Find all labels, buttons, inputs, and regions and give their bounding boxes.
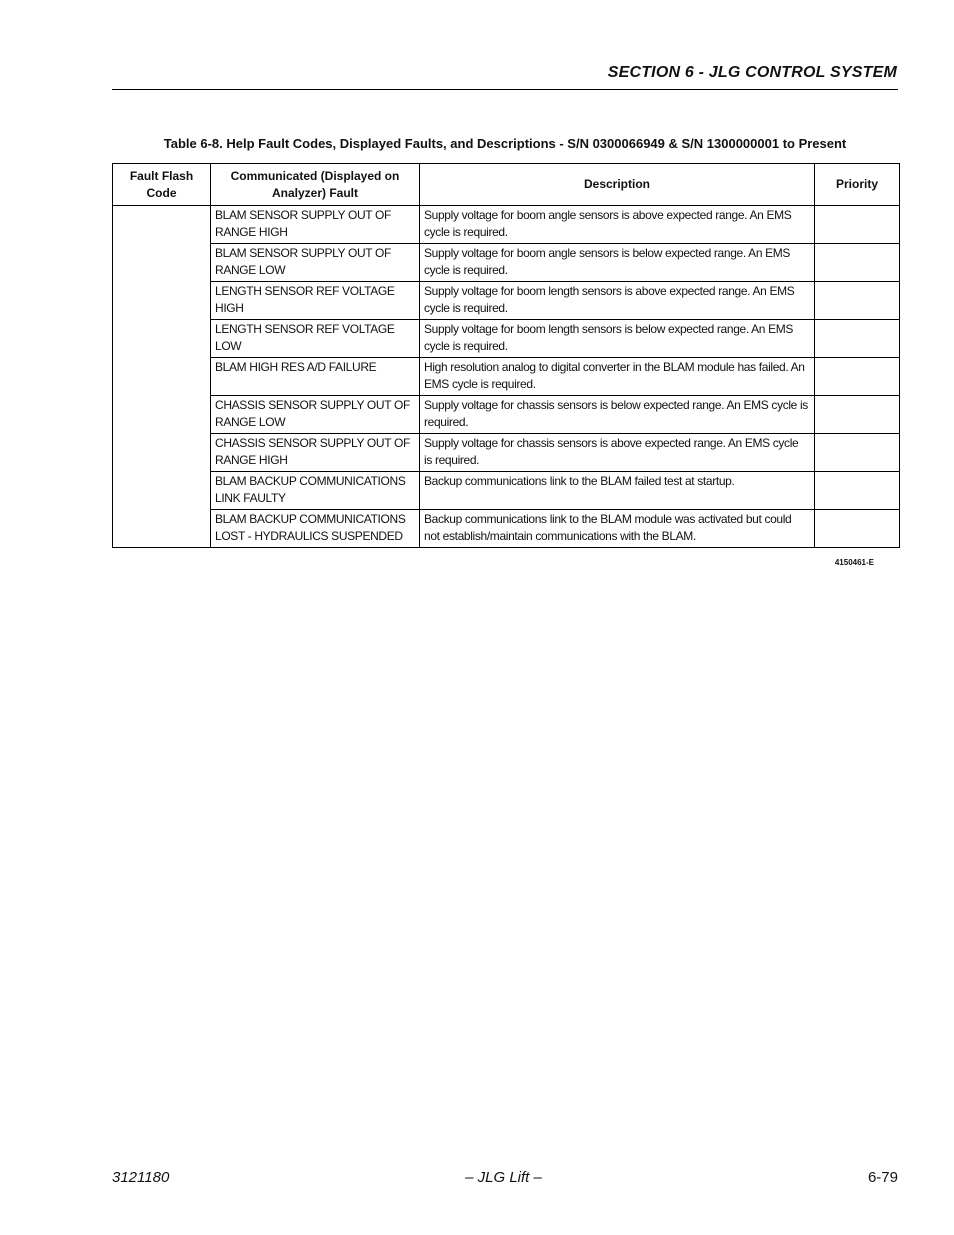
- description-cell: Backup communications link to the BLAM module was activated but could not establish/maintain communications with the BLAM.: [420, 510, 815, 548]
- description-cell: Supply voltage for boom length sensors is above expected range. An EMS cycle is required.: [420, 282, 815, 320]
- table-row: [113, 320, 900, 358]
- col-header-description: Description: [420, 164, 815, 206]
- priority-cell: [815, 472, 900, 510]
- priority-cell: [815, 396, 900, 434]
- footer-page-number: 6-79: [867, 1169, 898, 1186]
- fault-cell: BLAM SENSOR SUPPLY OUT OF RANGE LOW: [211, 244, 420, 282]
- table-row: [113, 396, 900, 434]
- table-doc-code: 4150461-E: [834, 558, 874, 567]
- priority-cell: [815, 206, 900, 244]
- description-cell: Supply voltage for chassis sensors is above expected range. An EMS cycle is required.: [420, 434, 815, 472]
- fault-cell: LENGTH SENSOR REF VOLTAGE HIGH: [211, 282, 420, 320]
- description-cell: Supply voltage for boom angle sensors is below expected range. An EMS cycle is required.: [420, 244, 815, 282]
- footer-publisher: – JLG Lift –: [465, 1169, 542, 1186]
- description-cell: Supply voltage for boom angle sensors is above expected range. An EMS cycle is required.: [420, 206, 815, 244]
- table-caption: Table 6-8. Help Fault Codes, Displayed Faults, and Descriptions - S/N 0300066949 & S/N 1300000001 to Present: [163, 136, 847, 151]
- footer-doc-number: 3121180: [112, 1169, 170, 1186]
- section-title: SECTION 6 - JLG CONTROL SYSTEM: [607, 64, 897, 81]
- priority-cell: [815, 358, 900, 396]
- priority-cell: [815, 244, 900, 282]
- description-cell: Supply voltage for boom length sensors is below expected range. An EMS cycle is required.: [420, 320, 815, 358]
- description-cell: Backup communications link to the BLAM failed test at startup.: [420, 472, 815, 510]
- table-row: [113, 206, 900, 244]
- description-cell: Supply voltage for chassis sensors is below expected range. An EMS cycle is required.: [420, 396, 815, 434]
- table-row: [113, 244, 900, 282]
- priority-cell: [815, 320, 900, 358]
- table-row: [113, 472, 900, 510]
- fault-cell: CHASSIS SENSOR SUPPLY OUT OF RANGE HIGH: [211, 434, 420, 472]
- col-header-fault-flash-code: Fault Flash Code: [113, 164, 211, 206]
- fault-code-table: [112, 163, 900, 548]
- table-row: [113, 358, 900, 396]
- priority-cell: [815, 510, 900, 548]
- fault-cell: BLAM BACKUP COMMUNICATIONS LINK FAULTY: [211, 472, 420, 510]
- fault-cell: BLAM SENSOR SUPPLY OUT OF RANGE HIGH: [211, 206, 420, 244]
- table-row: [113, 282, 900, 320]
- col-header-priority: Priority: [815, 164, 900, 206]
- fault-cell: BLAM BACKUP COMMUNICATIONS LOST - HYDRAULICS SUSPENDED: [211, 510, 420, 548]
- priority-cell: [815, 282, 900, 320]
- table-row: [113, 434, 900, 472]
- fault-cell: LENGTH SENSOR REF VOLTAGE LOW: [211, 320, 420, 358]
- fault-cell: CHASSIS SENSOR SUPPLY OUT OF RANGE LOW: [211, 396, 420, 434]
- fault-flash-code-cell: [113, 206, 211, 548]
- priority-cell: [815, 434, 900, 472]
- table-header-row: [113, 164, 900, 206]
- fault-cell: BLAM HIGH RES A/D FAILURE: [211, 358, 420, 396]
- col-header-communicated-fault: Communicated (Displayed on Analyzer) Fault: [211, 164, 420, 206]
- table-row: [113, 510, 900, 548]
- description-cell: High resolution analog to digital converter in the BLAM module has failed. An EMS cycle is required.: [420, 358, 815, 396]
- header-rule: [112, 89, 898, 90]
